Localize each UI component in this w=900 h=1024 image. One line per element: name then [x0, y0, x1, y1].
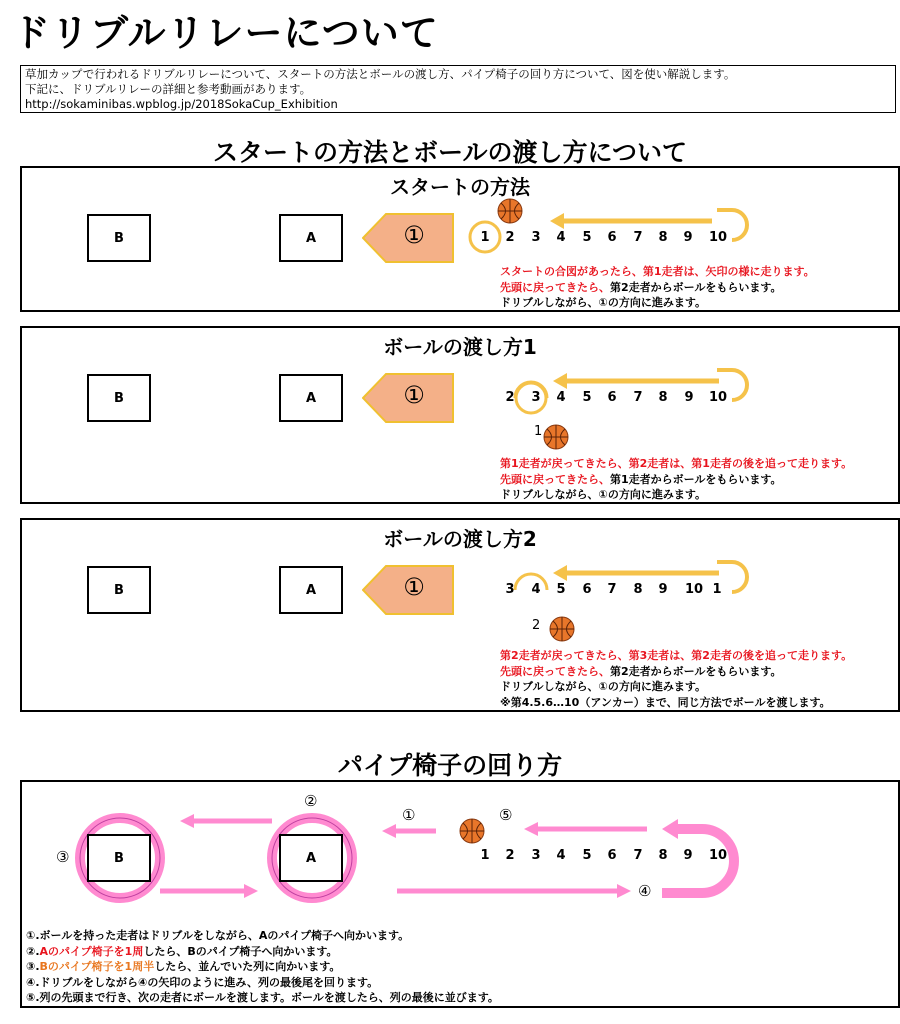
basketball-icon: [549, 616, 575, 642]
panel-title: ボールの渡し方1: [383, 335, 537, 359]
panel-pipe-chair: [20, 780, 900, 1008]
note-line: ②.Aのパイプ椅子を1周したら、Bのパイプ椅子へ向かいます。: [26, 944, 338, 958]
runner-number: 2: [505, 848, 515, 863]
panel-description: [500, 648, 852, 710]
ball-holder-label: 2: [532, 618, 541, 633]
intro-line-2: 下記に、ドリブルリレーの詳細と参考動画があります。: [25, 82, 312, 96]
runner-number: 5: [582, 390, 592, 405]
runner-number: 7: [633, 230, 643, 245]
run-path: [487, 358, 777, 418]
intro-line-1: 草加カップで行われるドリブルリレーについて、スタートの方法とボールの渡し方、パイプ椅子の回り方について、図を使い解説します。: [25, 67, 736, 81]
section-title-pipe: パイプ椅子の回り方: [337, 751, 563, 780]
chair-a: A: [279, 374, 343, 422]
step-mark-4: ④: [638, 882, 652, 900]
runner-number: 10: [708, 390, 728, 405]
ball-holder-label: 1: [534, 424, 543, 439]
runner-number: 2: [505, 390, 515, 405]
panel-title: スタートの方法: [390, 175, 530, 199]
desc-line: ※第4.5.6…10（アンカー）まで、同じ方法でボールを渡します。: [500, 695, 831, 709]
runner-number: 10: [708, 230, 728, 245]
direction-arrow: [362, 565, 454, 615]
runner-number: 10: [708, 848, 728, 863]
runner-number: 10: [684, 582, 704, 597]
runner-number: 6: [607, 848, 617, 863]
panel-pass-1: [20, 326, 900, 504]
runner-number: 4: [531, 582, 541, 597]
runner-number: 6: [582, 582, 592, 597]
intro-box: [20, 65, 896, 113]
section-title-start: スタートの方法とボールの渡し方について: [212, 138, 687, 167]
note-line: ④.ドリブルをしながら④の矢印のように進み、列の最後尾を回ります。: [26, 975, 379, 989]
runner-number: 3: [505, 582, 515, 597]
runner-number: 8: [633, 582, 643, 597]
pipe-notes: [26, 928, 499, 1006]
step-mark-2: ②: [304, 792, 318, 810]
chair-a: A: [279, 566, 343, 614]
runner-number: 9: [683, 230, 693, 245]
step-mark-1: ①: [402, 806, 416, 824]
runner-number: 5: [582, 848, 592, 863]
chair-b: B: [87, 374, 151, 422]
chair-b: B: [87, 566, 151, 614]
desc-line: 先頭に戻ってきたら、第2走者からボールをもらいます。: [500, 280, 782, 294]
runner-number: 2: [505, 230, 515, 245]
runner-numbers: [503, 582, 763, 598]
runner-number: 3: [531, 390, 541, 405]
direction-arrow: [362, 213, 454, 263]
runner-number: 8: [658, 848, 668, 863]
runner-number: 1: [480, 848, 490, 863]
note-line: ①.ボールを持った走者はドリブルをしながら、Aのパイプ椅子へ向かいます。: [26, 929, 410, 942]
direction-arrow: [362, 373, 454, 423]
basketball-icon: [543, 424, 569, 450]
runner-number: 3: [531, 848, 541, 863]
runner-number: 5: [582, 230, 592, 245]
note-line: ⑤.列の先頭まで行き、次の走者にボールを渡します。ボールを渡したら、列の最後に並びます。: [26, 991, 499, 1004]
runner-number: 9: [684, 390, 694, 405]
panel-description: [500, 456, 852, 503]
desc-line: 第1走者が戻ってきたら、第2走者は、第1走者の後を追って走ります。: [500, 457, 853, 470]
desc-line: 先頭に戻ってきたら、第1走者からボールをもらいます。: [500, 472, 782, 486]
panel-start: [20, 166, 900, 312]
desc-line: スタートの合図があったら、第1走者は、矢印の様に走ります。: [500, 265, 815, 278]
basketball-icon: [497, 198, 523, 224]
runner-number: 4: [556, 390, 566, 405]
runner-number: 4: [556, 230, 566, 245]
desc-line: ドリブルしながら、①の方向に進みます。: [500, 296, 706, 309]
runner-numbers: [503, 390, 763, 406]
runner-number: 1: [480, 230, 490, 245]
intro-url[interactable]: http://sokaminibas.wpblog.jp/2018SokaCup_Exhibition: [25, 97, 338, 111]
runner-number: 6: [607, 390, 617, 405]
chair-b: B: [87, 214, 151, 262]
chair-a: A: [279, 214, 343, 262]
runner-number: 7: [633, 390, 643, 405]
chair-b: B: [87, 834, 151, 882]
panel-pass-2: [20, 518, 900, 712]
run-path: [487, 550, 777, 610]
note-line: ③.Bのパイプ椅子を1周半したら、並んでいた列に向かいます。: [26, 960, 341, 973]
page-title: ドリブルリレーについて: [12, 11, 439, 55]
runner-number: 6: [607, 230, 617, 245]
runner-number: 9: [658, 582, 668, 597]
arrow-label: ①: [403, 221, 425, 249]
basketball-icon: [459, 818, 485, 844]
runner-number: 3: [531, 230, 541, 245]
runner-number: 4: [556, 848, 566, 863]
step-mark-3: ③: [56, 848, 70, 866]
chair-a: A: [279, 834, 343, 882]
runner-number: 9: [683, 848, 693, 863]
runner-numbers: [478, 848, 768, 864]
panel-description: [500, 264, 815, 311]
desc-line: 先頭に戻ってきたら、第2走者からボールをもらいます。: [500, 664, 782, 678]
arrow-label: ①: [403, 573, 425, 601]
arrow-label: ①: [403, 381, 425, 409]
runner-number: 1: [712, 582, 722, 597]
step-mark-5: ⑤: [499, 806, 513, 824]
runner-number: 7: [607, 582, 617, 597]
runner-number: 8: [658, 390, 668, 405]
panel-title: ボールの渡し方2: [383, 527, 537, 551]
runner-number: 7: [633, 848, 643, 863]
desc-line: ドリブルしながら、①の方向に進みます。: [500, 488, 706, 501]
desc-line: ドリブルしながら、①の方向に進みます。: [500, 680, 706, 693]
desc-line: 第2走者が戻ってきたら、第3走者は、第2走者の後を追って走ります。: [500, 649, 853, 662]
runner-numbers: [478, 230, 768, 246]
runner-number: 8: [658, 230, 668, 245]
runner-number: 5: [556, 582, 566, 597]
